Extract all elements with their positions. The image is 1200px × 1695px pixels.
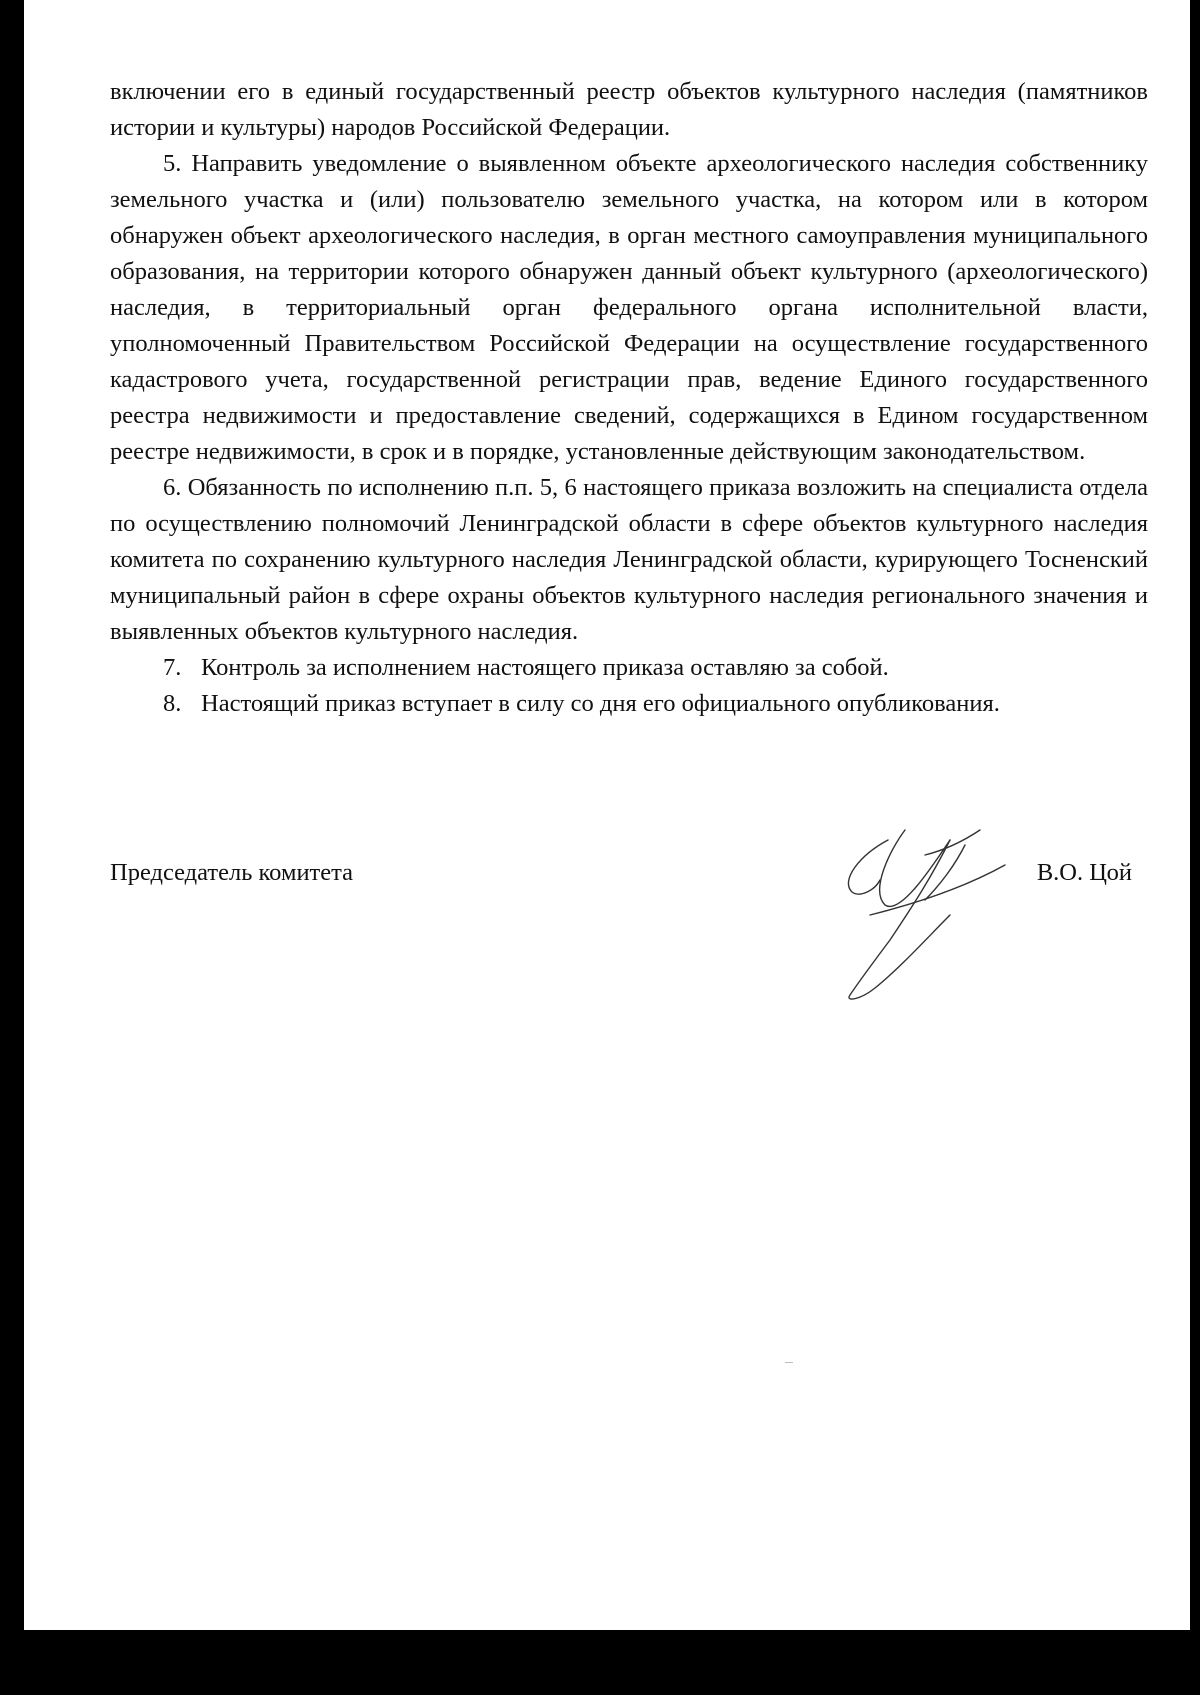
- scan-speck: [785, 1362, 793, 1363]
- signatory-title: Председатель комитета: [110, 859, 354, 886]
- list-item-8-text: Настоящий приказ вступает в силу со дня его официального опубликования.: [201, 690, 1000, 717]
- paragraph-continued: включении его в единый государственный реестр объектов культурного наследия (памятников истории и культуры) народов Российской Федерации.: [110, 78, 1148, 141]
- signatory-name: В.О. Цой: [1036, 859, 1132, 886]
- handwritten-signature: [830, 810, 1060, 1010]
- scan-border-bottom: [0, 1630, 1200, 1695]
- scan-border-right: [1190, 0, 1200, 1695]
- list-item-8: [110, 686, 1148, 722]
- list-item-8-number: 8.: [163, 690, 182, 717]
- document-body: [110, 74, 1148, 722]
- paragraph-5: 5. Направить уведомление о выявленном объекте археологического наследия собственнику земельного участка и (или) пользователю земельного участка, на котором или в котором обнаружен объект археологического наследия, в орган местного самоуправления муниципального образования, на территории которого обнаружен данный объект культурного (археологического) наследия, в территориальный орган федерального органа исполнительной власти, уполномоченный Правительством Российской Федерации на осуществление государственного кадастрового учета, государственной регистрации прав, ведение Единого государственного реестра недвижимости и предоставление сведений, содержащихся в Едином государственном реестре недвижимости, в срок и в порядке, установленные действующим законодательством.: [110, 150, 1148, 465]
- list-item-7: [110, 650, 1148, 686]
- list-item-7-text: Контроль за исполнением настоящего приказа оставляю за собой.: [201, 654, 889, 681]
- list-item-7-number: 7.: [163, 654, 182, 681]
- paragraph-6: 6. Обязанность по исполнению п.п. 5, 6 настоящего приказа возложить на специалиста отдела по осуществлению полномочий Ленинградской области в сфере объектов культурного наследия комитета по сохранению культурного наследия Ленинградской области, курирующего Тосненский муниципальный район в сфере охраны объектов культурного наследия регионального значения и выявленных объектов культурного наследия.: [110, 474, 1148, 645]
- scan-border-left: [0, 0, 24, 1695]
